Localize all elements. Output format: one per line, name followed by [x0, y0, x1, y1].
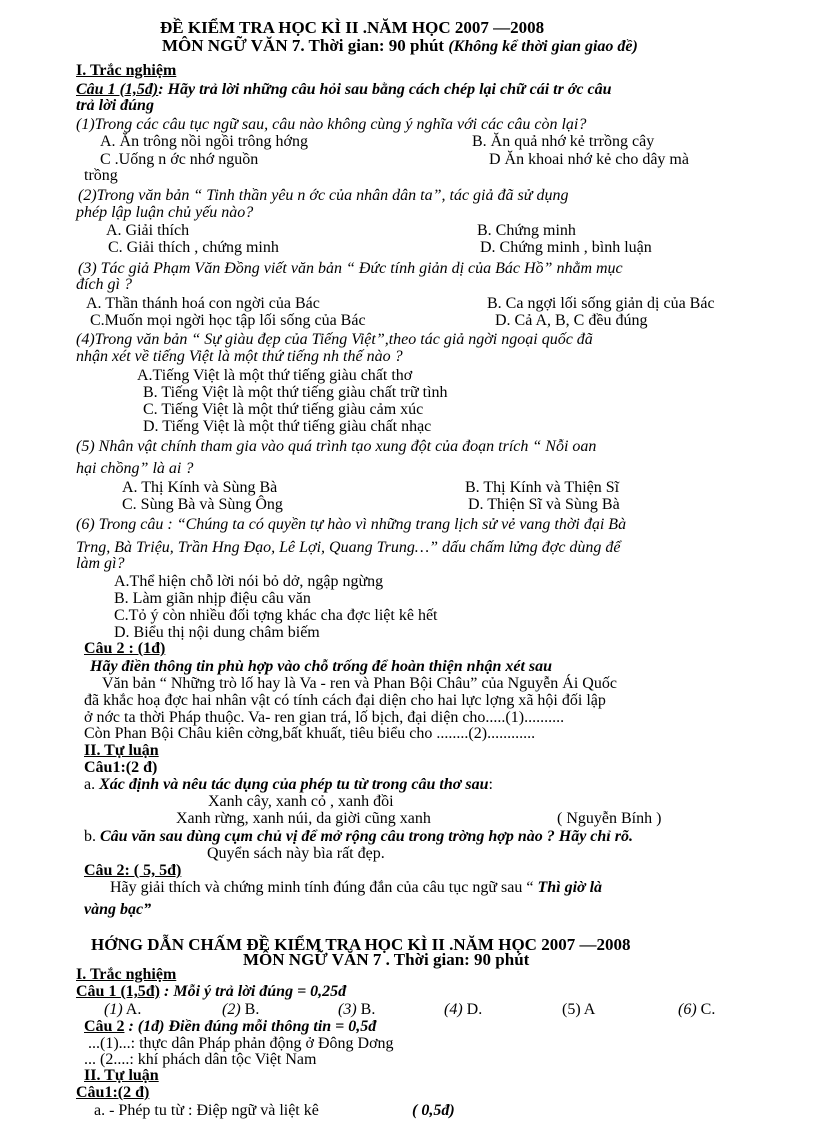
p2-q2-proverb: Thì giờ là: [537, 879, 603, 896]
s6-question-cont: Trng, Bà Triệu, Trần Hng Đạo, Lê Lợi, Quang Trung…” dấu chấm lửng đợc dùng để: [76, 539, 621, 556]
s5-option-d: D. Thiện Sĩ và Sùng Bà: [468, 496, 620, 513]
p2-q1a: [84, 776, 493, 793]
s2-option-b: B. Chứng minh: [477, 222, 576, 239]
answer-q1-rule: : Mỗi ý trả lời đúng = 0,25đ: [164, 983, 347, 1000]
s4-option-b: B. Tiếng Việt là một thứ tiếng giàu chất trữ tình: [143, 384, 448, 401]
q1-label: Câu 1 (1,5đ): [76, 81, 159, 98]
exam-time-note: (Không kể thời gian giao đề): [448, 38, 638, 55]
answer-title-line1: HỚNG DẪN CHẤM ĐỀ KIỂM TRA HỌC KÌ II .NĂM HỌC 2007 —2008: [91, 935, 631, 954]
answer-part2-heading: II. Tự luận: [84, 1067, 159, 1084]
poem-line-2: Xanh rừng, xanh núi, da giời cũng xanh: [176, 810, 431, 827]
p2-q1b-sentence: Quyển sách này bìa rất đẹp.: [207, 845, 385, 862]
answer-p2-q1-label: Câu1:(2 đ): [76, 1084, 150, 1101]
s2-question-cont: phép lập luận chủ yếu nào?: [76, 204, 254, 221]
answer-q2-label: Câu 2: [84, 1018, 125, 1035]
exam-title-line2: [162, 37, 638, 55]
q1-instruction: [76, 81, 612, 98]
s2-question: (2)Trong văn bản “ Tinh thần yêu n ớc của nhân dân ta”, tác giả đã sử dụng: [78, 187, 569, 204]
s2-option-d: D. Chứng minh , bình luận: [480, 239, 652, 256]
answer-key-6: [678, 1001, 715, 1018]
p2-q1b: [84, 828, 633, 845]
answer-q1-label: Câu 1 (1,5đ): [76, 983, 161, 1000]
s1-option-d: D Ăn khoai nhớ kẻ cho dây mà: [489, 151, 689, 168]
s1-option-c: C .Uống n ớc nhớ nguồn: [100, 151, 259, 168]
p2-q1b-text: Câu văn sau dùng cụm chủ vị để mở rộng câu trong trờng hợp nào ? Hãy chỉ rõ.: [100, 828, 633, 845]
s4-option-a: A.Tiếng Việt là một thứ tiếng giàu chất thơ: [137, 367, 413, 384]
p2-q1a-prefix: a.: [84, 776, 96, 793]
exam-title-line1: ĐỀ KIỂM TRA HỌC KÌ II .NĂM HỌC 2007 —2008: [160, 18, 545, 37]
s5-option-b: B. Thị Kính và Thiện Sĩ: [465, 479, 620, 496]
s1-question: (1)Trong các câu tục ngữ sau, câu nào không cùng ý nghĩa với các câu còn lại?: [76, 116, 587, 133]
s5-question-cont: hại chồng” là ai ?: [76, 460, 194, 477]
p2-q1-label: Câu1:(2 đ): [84, 759, 158, 776]
answer-q2-key-2: ... (2....: khí phách dân tộc Việt Nam: [84, 1051, 317, 1068]
s3-option-c: C.Muốn mọi ngời học tập lối sống của Bác: [90, 312, 366, 329]
answer-p2-q1a: a. - Phép tu từ : Điệp ngữ và liệt kê: [94, 1102, 319, 1119]
s3-option-a: A. Thần thánh hoá con ngời của Bác: [86, 295, 320, 312]
answer-key-4-num: (4): [444, 1001, 463, 1018]
s3-question: (3) Tác giả Phạm Văn Đồng viết văn bản “ Đức tính giản dị của Bác Hồ” nhằm mục: [78, 260, 623, 277]
s3-option-b: B. Ca ngợi lối sống giản dị của Bác: [487, 295, 715, 312]
answer-q2-key-1: ...(1)...: thực dân Pháp phản động ở Đông Dơng: [88, 1035, 394, 1052]
s6-option-b: B. Làm giãn nhịp điệu câu văn: [114, 590, 311, 607]
s2-option-a: A. Giải thích: [106, 222, 190, 239]
answer-p2-q1a-score: ( 0,5đ): [412, 1102, 455, 1119]
q2-instruction: Hãy điền thông tin phù hợp vào chỗ trống để hoàn thiện nhận xét sau: [90, 658, 553, 675]
answer-title-line2: MÔN NGỮ VĂN 7 . Thời gian: 90 phút: [243, 950, 530, 969]
s6-question-cont2: làm gì?: [76, 555, 125, 572]
p2-q1a-colon: :: [488, 776, 493, 793]
answer-key-2: [222, 1001, 259, 1018]
s1-option-d-cont: trồng: [84, 167, 118, 184]
answer-key-4: [444, 1001, 482, 1018]
p2-q1a-text: Xác định và nêu tác dụng của phép tu từ trong câu thơ sau: [99, 776, 489, 793]
p2-q2-text: [110, 879, 602, 896]
p2-q2-text-main: Hãy giải thích và chứng minh tính đúng đắn của câu tục ngữ sau “: [110, 879, 534, 896]
answer-key-1: [104, 1001, 141, 1018]
s1-option-b: B. Ăn quả nhớ kẻ trrồng cây: [472, 133, 655, 150]
q2-paragraph-1: Văn bản “ Những trò lố hay là Va - ren và Phan Bội Châu” của Nguyễn Ái Quốc: [102, 675, 617, 692]
s1-option-a: A. Ăn trông nồi ngồi trông hớng: [100, 133, 309, 150]
q2-label: Câu 2 : (1đ): [84, 640, 166, 657]
part2-heading: II. Tự luận: [84, 742, 159, 759]
s6-option-c: C.Tỏ ý còn nhiều đối tợng khác cha đợc liệt kê hết: [114, 607, 438, 624]
q2-paragraph-4: Còn Phan Bội Châu kiên cờng,bất khuất, tiêu biểu cho ........(2)............: [84, 725, 536, 742]
answer-key-4-value: D.: [466, 1001, 483, 1018]
part1-heading: I. Trắc nghiệm: [76, 62, 177, 79]
q2-paragraph-2: đã khắc hoạ đợc hai nhân vật có tính cách đại diện cho hai lực lợng xã hội đối lập: [84, 692, 606, 709]
s4-question: (4)Trong văn bản “ Sự giàu đẹp của Tiếng Việt”,theo tác giả ngời ngoại quốc đã: [76, 331, 593, 348]
s5-option-a: A. Thị Kính và Sùng Bà: [122, 479, 278, 496]
q1-instruction-cont: trả lời đúng: [76, 97, 154, 114]
s5-question: (5) Nhân vật chính tham gia vào quá trình tạo xung đột của đoạn trích “ Nỗi oan: [76, 438, 597, 455]
s4-option-c: C. Tiếng Việt là một thứ tiếng giàu cảm xúc: [143, 401, 424, 418]
s4-option-d: D. Tiếng Việt là một thứ tiếng giàu chất nhạc: [143, 418, 432, 435]
answer-part1-heading: I. Trắc nghiệm: [76, 966, 177, 983]
poem-line-1: Xanh cây, xanh cỏ , xanh đồi: [208, 793, 394, 810]
answer-key-3-value: B.: [360, 1001, 376, 1018]
answer-key-3-num: (3): [338, 1001, 357, 1018]
answer-key-6-num: (6): [678, 1001, 697, 1018]
answer-key-3: [338, 1001, 375, 1018]
answer-key-1-value: A.: [125, 1001, 142, 1018]
exam-subject-time: MÔN NGỮ VĂN 7. Thời gian: 90 phút: [162, 36, 445, 55]
s6-question: (6) Trong câu : “Chúng ta có quyền tự hào vì những trang lịch sử vẻ vang thời đại Bà: [76, 516, 627, 533]
answer-q2: [84, 1018, 376, 1035]
s4-question-cont: nhận xét về tiếng Việt là một thứ tiếng nh thế nào ?: [76, 348, 403, 365]
p2-q2-proverb-cont: vàng bạc”: [84, 901, 152, 918]
answer-q1: [76, 983, 346, 1000]
s6-option-d: D. Biểu thị nội dung châm biếm: [114, 624, 320, 641]
s5-option-c: C. Sùng Bà và Sùng Ông: [122, 496, 283, 513]
answer-key-5-num: (5): [562, 1001, 581, 1018]
answer-key-2-value: B.: [244, 1001, 260, 1018]
answer-q2-rule: : (1đ) Điền đúng mỗi thông tin = 0,5đ: [128, 1018, 377, 1035]
p2-q2-label: Câu 2: ( 5, 5đ): [84, 862, 182, 879]
q2-paragraph-3: ở nớc ta thời Pháp thuộc. Va- ren gian trá, lố bịch, đại diện cho.....(1)..........: [84, 709, 565, 726]
answer-key-1-num: (1): [104, 1001, 123, 1018]
s3-option-d: D. Cả A, B, C đều đúng: [495, 312, 648, 329]
answer-key-5: [562, 1001, 595, 1018]
answer-key-6-value: C.: [700, 1001, 716, 1018]
s2-option-c: C. Giải thích , chứng minh: [108, 239, 279, 256]
s6-option-a: A.Thể hiện chỗ lời nói bỏ dở, ngập ngừng: [114, 573, 384, 590]
answer-key-5-value: A: [583, 1001, 596, 1018]
q1-instruction-text: : Hãy trả lời những câu hỏi sau bằng cách chép lại chữ cái tr ớc câu: [158, 81, 612, 98]
answer-key-2-num: (2): [222, 1001, 241, 1018]
s3-question-cont: đích gì ?: [76, 276, 132, 293]
poem-author: ( Nguyễn Bính ): [557, 810, 662, 827]
p2-q1b-prefix: b.: [84, 828, 96, 845]
